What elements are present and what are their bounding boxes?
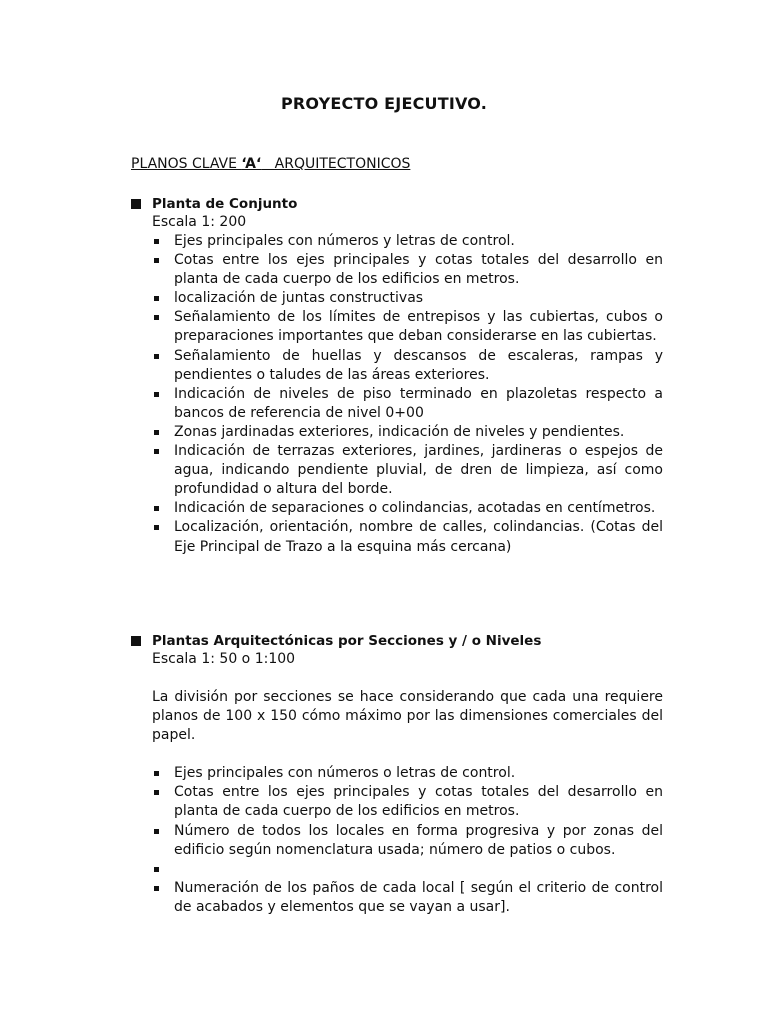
section-plantas-arquitectonicas	[131, 631, 663, 917]
list-item: Zonas jardinadas exteriores, indicación de niveles y pendientes.	[152, 423, 663, 442]
section-scale: Escala 1: 200	[152, 214, 247, 230]
list-item: Cotas entre los ejes principales y cotas totales del desarrollo en planta de cada cuerpo de los edificios en metros.	[152, 251, 663, 289]
square-bullet-icon	[131, 199, 141, 209]
section-planta-conjunto	[131, 194, 663, 557]
requirements-list	[152, 232, 663, 557]
list-item: Número de todos los locales en forma progresiva y por zonas del edificio según nomenclatura usada; número de patios o cubos.	[152, 822, 663, 860]
list-item: Señalamiento de huellas y descansos de escaleras, rampas y pendientes o taludes de las áreas exteriores.	[152, 347, 663, 385]
list-item-empty	[152, 860, 663, 879]
list-item: Localización, orientación, nombre de calles, colindancias. (Cotas del Eje Principal de Trazo a la esquina más cercana)	[152, 518, 663, 556]
section-paragraph: La división por secciones se hace considerando que cada una requiere planos de 100 x 150 cómo máximo por las dimensiones comerciales del papel.	[152, 689, 663, 744]
list-item: localización de juntas constructivas	[152, 289, 663, 308]
list-item: Cotas entre los ejes principales y cotas totales del desarrollo en planta de cada cuerpo de los edificios en metros.	[152, 783, 663, 821]
list-item: Numeración de los paños de cada local [ según el criterio de control de acabados y elementos que se vayan a usar].	[152, 879, 663, 917]
list-item: Indicación de terrazas exteriores, jardines, jardineras o espejos de agua, indicando pendiente pluvial, de dren de limpieza, así como profundidad o altura del borde.	[152, 442, 663, 499]
subtitle-key: ‘A‘	[241, 156, 262, 172]
section-subtitle	[131, 156, 410, 172]
list-item: Indicación de separaciones o colindancias, acotadas en centímetros.	[152, 499, 663, 518]
list-item: Ejes principales con números o letras de control.	[152, 764, 663, 783]
requirements-list	[152, 764, 663, 917]
section-heading	[131, 631, 663, 650]
section-heading	[131, 194, 663, 213]
subtitle-prefix: PLANOS CLAVE	[131, 156, 242, 172]
section-heading-text: Planta de Conjunto	[152, 195, 298, 212]
square-bullet-icon	[131, 636, 141, 646]
subtitle-suffix: ARQUITECTONICOS	[261, 156, 411, 172]
list-item: Ejes principales con números y letras de control.	[152, 232, 663, 251]
document-title: PROYECTO EJECUTIVO.	[280, 94, 488, 113]
section-heading-text: Plantas Arquitectónicas por Secciones y / o Niveles	[152, 632, 542, 649]
list-item: Señalamiento de los límites de entrepisos y las cubiertas, cubos o preparaciones importantes que deban considerarse en las cubiertas.	[152, 308, 663, 346]
list-item: Indicación de niveles de piso terminado en plazoletas respecto a bancos de referencia de nivel 0+00	[152, 385, 663, 423]
section-scale: Escala 1: 50 o 1:100	[152, 651, 296, 667]
